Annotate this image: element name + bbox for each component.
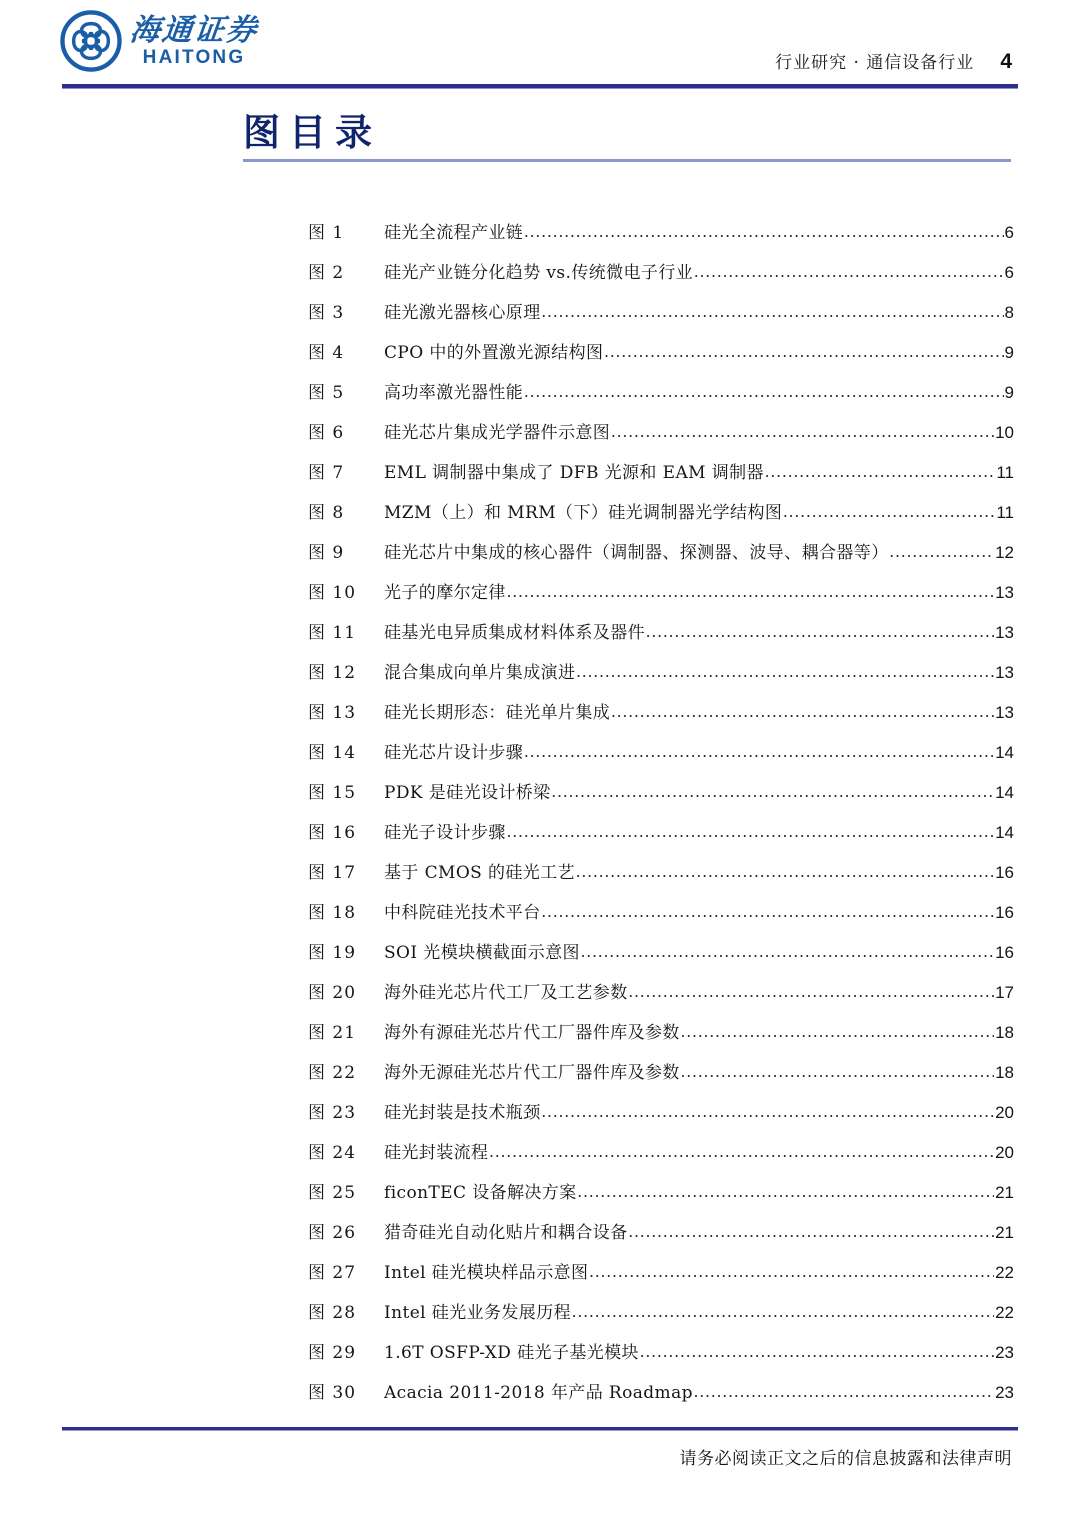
toc-figure-label: 硅光封装流程	[384, 1143, 489, 1163]
toc-page-number: 9	[1004, 343, 1014, 362]
toc-leader-dots	[524, 222, 1003, 242]
toc-figure-number: 图 19	[308, 943, 357, 963]
toc-figure-label: 混合集成向单片集成演进	[384, 663, 576, 683]
logo-wordmark	[128, 12, 260, 68]
toc-entry[interactable]	[308, 1258, 1014, 1298]
toc-figure-number: 图 8	[308, 503, 345, 523]
toc-leader-dots	[507, 582, 994, 602]
toc-page-number: 13	[995, 703, 1014, 722]
toc-entry[interactable]	[308, 1178, 1014, 1218]
page-number: 4	[1000, 50, 1012, 73]
toc-figure-label: PDK 是硅光设计桥梁	[384, 783, 551, 803]
toc-figure-number: 图 17	[308, 863, 357, 883]
toc-page-number: 10	[995, 423, 1014, 442]
toc-page-number: 14	[995, 783, 1014, 802]
toc-entry[interactable]	[308, 898, 1014, 938]
toc-entry[interactable]	[308, 298, 1014, 338]
toc-figure-number: 图 21	[308, 1023, 357, 1043]
toc-entry[interactable]	[308, 1098, 1014, 1138]
toc-page-number: 6	[1004, 263, 1014, 282]
toc-entry[interactable]	[308, 738, 1014, 778]
toc-leader-dots	[783, 502, 995, 522]
toc-page-number: 23	[995, 1343, 1014, 1362]
toc-figure-label: 中科院硅光技术平台	[384, 903, 541, 923]
toc-figure-number: 图 4	[308, 343, 345, 363]
toc-page-number: 8	[1004, 303, 1014, 322]
toc-entry[interactable]	[308, 658, 1014, 698]
toc-figure-label: 海外无源硅光芯片代工厂器件库及参数	[384, 1063, 680, 1083]
toc-page-number: 23	[995, 1383, 1014, 1402]
toc-figure-label: 硅光产业链分化趋势 vs.传统微电子行业	[384, 263, 694, 283]
breadcrumb: 行业研究 · 通信设备行业	[775, 53, 975, 73]
toc-figure-label: 硅光芯片中集成的核心器件（调制器、探测器、波导、耦合器等）	[384, 543, 889, 563]
toc-page-number: 12	[995, 543, 1014, 562]
toc-page-number: 13	[995, 623, 1014, 642]
toc-leader-dots	[765, 462, 995, 482]
toc-page-number: 21	[995, 1223, 1014, 1242]
toc-page-number: 14	[995, 823, 1014, 842]
toc-figure-number: 图 13	[308, 703, 357, 723]
toc-figure-label: 1.6T OSFP-XD 硅光子基光模块	[384, 1343, 639, 1363]
toc-page-number: 16	[995, 943, 1014, 962]
page-title: 图目录	[243, 110, 381, 154]
toc-leader-dots	[581, 942, 994, 962]
page-title-block	[243, 112, 1011, 162]
toc-entry[interactable]	[308, 978, 1014, 1018]
toc-figure-number: 图 29	[308, 1343, 357, 1363]
toc-entry[interactable]	[308, 818, 1014, 858]
toc-figure-number: 图 5	[308, 383, 345, 403]
toc-entry[interactable]	[308, 1058, 1014, 1098]
header-divider	[62, 84, 1018, 88]
toc-entry[interactable]	[308, 1378, 1014, 1418]
toc-page-number: 16	[995, 903, 1014, 922]
toc-figure-number: 图 26	[308, 1223, 357, 1243]
toc-entry[interactable]	[308, 418, 1014, 458]
toc-figure-label: 硅光全流程产业链	[384, 223, 524, 243]
toc-leader-dots	[542, 302, 1004, 322]
toc-figure-label: 光子的摩尔定律	[384, 583, 506, 603]
toc-entry[interactable]	[308, 1218, 1014, 1258]
toc-leader-dots	[489, 1142, 994, 1162]
toc-leader-dots	[552, 782, 995, 802]
toc-entry[interactable]	[308, 538, 1014, 578]
toc-leader-dots	[629, 982, 994, 1002]
toc-page-number: 22	[995, 1303, 1014, 1322]
toc-figure-label: Acacia 2011-2018 年产品 Roadmap	[384, 1383, 693, 1403]
toc-figure-number: 图 9	[308, 543, 345, 563]
toc-leader-dots	[542, 902, 994, 922]
page-header	[0, 0, 1080, 92]
toc-figure-number: 图 6	[308, 423, 345, 443]
toc-figure-number: 图 28	[308, 1303, 357, 1323]
footer-disclaimer: 请务必阅读正文之后的信息披露和法律声明	[679, 1449, 1012, 1469]
haitong-emblem-icon	[60, 10, 122, 72]
toc-figure-label: 高功率激光器性能	[384, 383, 524, 403]
toc-entry[interactable]	[308, 1298, 1014, 1338]
toc-figure-label: 硅光封装是技术瓶颈	[384, 1103, 541, 1123]
toc-entry[interactable]	[308, 258, 1014, 298]
toc-figure-number: 图 24	[308, 1143, 357, 1163]
toc-figure-number: 图 12	[308, 663, 357, 683]
logo-english-name: HAITONG	[142, 46, 246, 68]
toc-page-number: 11	[996, 463, 1014, 482]
toc-leader-dots	[578, 1182, 994, 1202]
toc-figure-number: 图 23	[308, 1103, 357, 1123]
toc-figure-label: 硅基光电异质集成材料体系及器件	[384, 623, 645, 643]
toc-figure-label: Intel 硅光模块样品示意图	[384, 1263, 589, 1283]
toc-figure-label: 硅光子设计步骤	[384, 823, 506, 843]
toc-page-number: 9	[1004, 383, 1014, 402]
toc-page-number: 21	[995, 1183, 1014, 1202]
footer-divider	[62, 1427, 1018, 1430]
figure-table-of-contents	[308, 218, 1014, 1418]
toc-leader-dots	[507, 822, 994, 842]
toc-figure-label: 硅光长期形态：硅光单片集成	[384, 703, 611, 723]
toc-entry[interactable]	[308, 378, 1014, 418]
toc-page-number: 13	[995, 583, 1014, 602]
toc-figure-number: 图 22	[308, 1063, 357, 1083]
toc-page-number: 18	[995, 1063, 1014, 1082]
toc-figure-label: ficonTEC 设备解决方案	[384, 1183, 577, 1203]
toc-leader-dots	[681, 1022, 994, 1042]
toc-leader-dots	[890, 542, 994, 562]
toc-page-number: 20	[995, 1143, 1014, 1162]
toc-figure-label: 基于 CMOS 的硅光工艺	[384, 863, 576, 883]
toc-leader-dots	[611, 702, 994, 722]
toc-figure-number: 图 2	[308, 263, 345, 283]
toc-leader-dots	[524, 382, 1003, 402]
toc-figure-label: SOI 光模块横截面示意图	[384, 943, 580, 963]
toc-entry[interactable]	[308, 458, 1014, 498]
toc-entry[interactable]	[308, 1018, 1014, 1058]
toc-figure-label: 硅光激光器核心原理	[384, 303, 541, 323]
toc-page-number: 6	[1004, 223, 1014, 242]
toc-entry[interactable]	[308, 1338, 1014, 1378]
toc-leader-dots	[572, 1302, 994, 1322]
toc-figure-number: 图 14	[308, 743, 357, 763]
toc-leader-dots	[694, 1382, 994, 1402]
toc-entry[interactable]	[308, 578, 1014, 618]
toc-figure-label: 硅光芯片集成光学器件示意图	[384, 423, 611, 443]
toc-entry[interactable]	[308, 218, 1014, 258]
toc-figure-label: 海外硅光芯片代工厂及工艺参数	[384, 983, 628, 1003]
toc-figure-number: 图 20	[308, 983, 357, 1003]
toc-figure-number: 图 27	[308, 1263, 357, 1283]
toc-figure-number: 图 15	[308, 783, 357, 803]
toc-figure-label: 猎奇硅光自动化贴片和耦合设备	[384, 1223, 628, 1243]
toc-leader-dots	[589, 1262, 994, 1282]
toc-page-number: 18	[995, 1023, 1014, 1042]
toc-entry[interactable]	[308, 938, 1014, 978]
toc-figure-number: 图 1	[308, 223, 345, 243]
toc-entry[interactable]	[308, 1138, 1014, 1178]
toc-entry[interactable]	[308, 338, 1014, 378]
toc-entry[interactable]	[308, 858, 1014, 898]
toc-leader-dots	[576, 862, 994, 882]
toc-leader-dots	[542, 1102, 994, 1122]
toc-figure-label: 硅光芯片设计步骤	[384, 743, 524, 763]
company-logo	[60, 10, 258, 72]
toc-page-number: 11	[996, 503, 1014, 522]
toc-page-number: 17	[995, 983, 1014, 1002]
toc-figure-label: CPO 中的外置激光源结构图	[384, 343, 604, 363]
toc-leader-dots	[681, 1062, 994, 1082]
toc-figure-number: 图 18	[308, 903, 357, 923]
toc-figure-label: MZM（上）和 MRM（下）硅光调制器光学结构图	[384, 503, 783, 523]
toc-page-number: 13	[995, 663, 1014, 682]
toc-figure-number: 图 11	[308, 623, 357, 643]
toc-page-number: 16	[995, 863, 1014, 882]
toc-leader-dots	[646, 622, 994, 642]
toc-figure-label: Intel 硅光业务发展历程	[384, 1303, 571, 1323]
toc-figure-label: 海外有源硅光芯片代工厂器件库及参数	[384, 1023, 680, 1043]
toc-entry[interactable]	[308, 778, 1014, 818]
toc-entry[interactable]	[308, 698, 1014, 738]
title-underline	[243, 159, 1011, 162]
toc-figure-number: 图 16	[308, 823, 357, 843]
toc-leader-dots	[629, 1222, 994, 1242]
toc-leader-dots	[640, 1342, 994, 1362]
toc-leader-dots	[524, 742, 994, 762]
toc-entry[interactable]	[308, 498, 1014, 538]
toc-figure-number: 图 10	[308, 583, 357, 603]
logo-chinese-name: 海通证券	[128, 12, 260, 48]
toc-leader-dots	[576, 662, 994, 682]
toc-leader-dots	[604, 342, 1003, 362]
toc-figure-number: 图 25	[308, 1183, 357, 1203]
toc-page-number: 22	[995, 1263, 1014, 1282]
toc-figure-number: 图 7	[308, 463, 345, 483]
toc-page-number: 20	[995, 1103, 1014, 1122]
toc-figure-label: EML 调制器中集成了 DFB 光源和 EAM 调制器	[384, 463, 764, 483]
toc-entry[interactable]	[308, 618, 1014, 658]
header-meta	[775, 48, 1012, 74]
toc-figure-number: 图 3	[308, 303, 345, 323]
toc-leader-dots	[611, 422, 994, 442]
toc-leader-dots	[694, 262, 1003, 282]
toc-page-number: 14	[995, 743, 1014, 762]
toc-figure-number: 图 30	[308, 1383, 357, 1403]
